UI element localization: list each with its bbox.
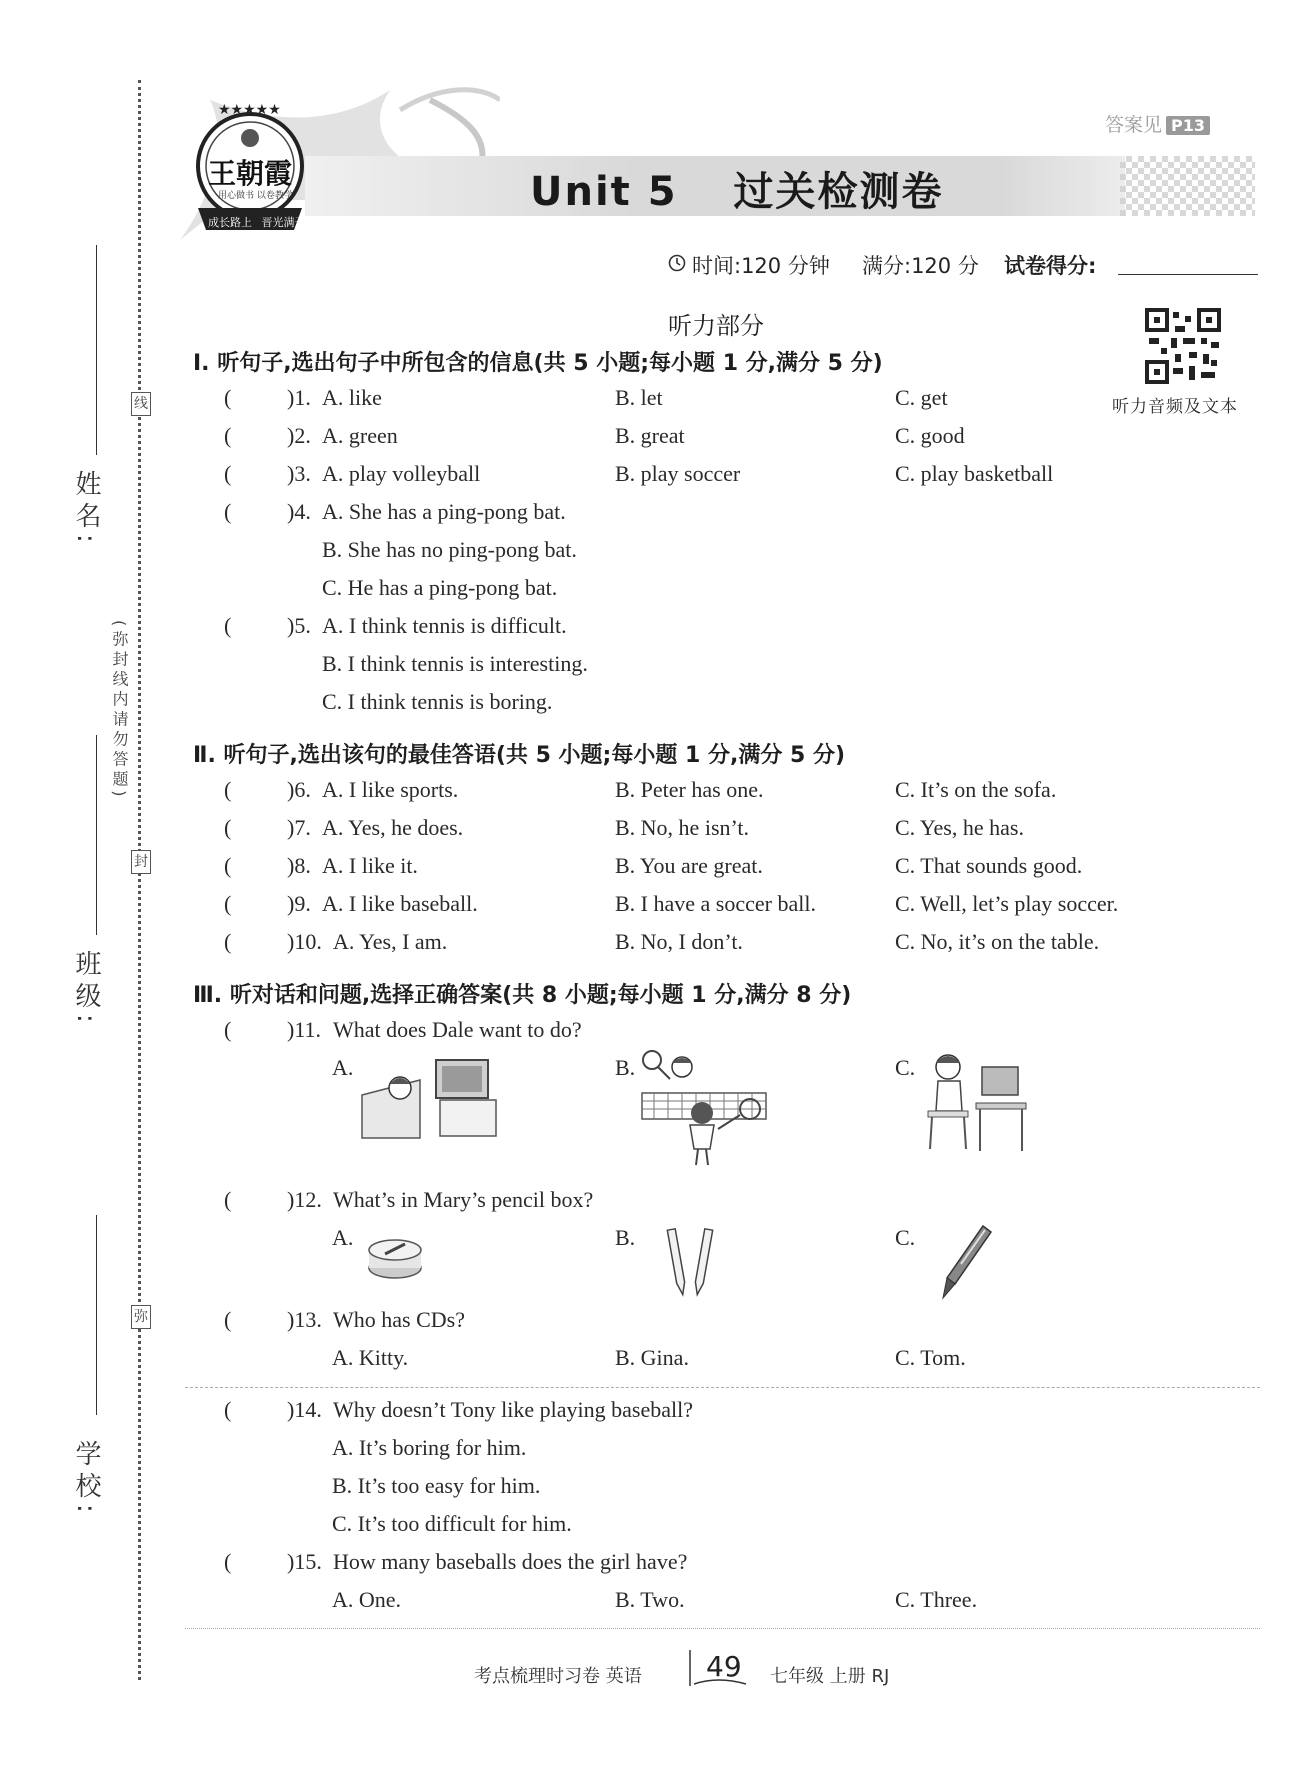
q13-option-b: B. Gina. bbox=[615, 1345, 689, 1370]
q5-option-b: B. I think tennis is interesting. bbox=[322, 651, 588, 676]
q5-option-c: C. I think tennis is boring. bbox=[322, 689, 553, 714]
q2-option-c: C. good bbox=[895, 423, 965, 448]
school-label: 学校: bbox=[71, 1440, 101, 1519]
q10-option-b: B. No, I don’t. bbox=[615, 929, 743, 954]
q3-option-a: A. play volleyball bbox=[322, 461, 481, 486]
q12-question: What’s in Mary’s pencil box? bbox=[333, 1187, 594, 1212]
question-1 bbox=[0, 385, 1314, 415]
cut-line bbox=[185, 1387, 1260, 1388]
q7-option-a: A. Yes, he does. bbox=[322, 815, 464, 840]
answer-paren[interactable]: ( bbox=[224, 385, 232, 410]
answer-reference bbox=[1105, 110, 1210, 137]
exam-full-score: 满分:120 分 bbox=[862, 254, 979, 278]
q13-option-c: C. Tom. bbox=[895, 1345, 966, 1370]
q15-option-c: C. Three. bbox=[895, 1587, 978, 1612]
q10-option-a: A. Yes, I am. bbox=[333, 929, 448, 954]
q6-option-a: A. I like sports. bbox=[322, 777, 459, 802]
question-13 bbox=[0, 1307, 1314, 1337]
logo-banner-right: 晋光满天 bbox=[261, 216, 306, 229]
section-title: 听力部分 bbox=[668, 312, 764, 340]
margin-mark-seal2: 弥 bbox=[131, 1305, 151, 1329]
q12-image-pen bbox=[935, 1222, 995, 1306]
q9-option-c: C. Well, let’s play soccer. bbox=[895, 891, 1119, 916]
q3-option-c: C. play basketball bbox=[895, 461, 1054, 486]
answer-paren[interactable]: ( bbox=[224, 891, 232, 916]
question-12 bbox=[0, 1187, 1314, 1217]
q12-number: )12. bbox=[287, 1187, 322, 1212]
q6-number: )6. bbox=[287, 777, 311, 802]
q1-number: )1. bbox=[287, 385, 311, 410]
answer-paren[interactable]: ( bbox=[224, 1307, 232, 1332]
q9-number: )9. bbox=[287, 891, 311, 916]
title-unit: Unit 5 bbox=[530, 169, 678, 215]
q12-image-pencils bbox=[655, 1225, 725, 1304]
q11-option-b: B. bbox=[615, 1055, 636, 1080]
q2-number: )2. bbox=[287, 423, 311, 448]
q4-option-b: B. She has no ping-pong bat. bbox=[322, 537, 577, 562]
q10-option-c: C. No, it’s on the table. bbox=[895, 929, 1100, 954]
q8-option-a: A. I like it. bbox=[322, 853, 418, 878]
q7-number: )7. bbox=[287, 815, 311, 840]
name-label: 姓名: bbox=[71, 470, 101, 549]
q12-option-a: A. bbox=[332, 1225, 354, 1250]
question-3 bbox=[0, 461, 1314, 491]
q9-option-a: A. I like baseball. bbox=[322, 891, 478, 916]
q15-number: )15. bbox=[287, 1549, 322, 1574]
logo-banner bbox=[208, 214, 306, 230]
question-11 bbox=[0, 1017, 1314, 1047]
q14-number: )14. bbox=[287, 1397, 322, 1422]
margin-mark-seal: 封 bbox=[131, 850, 151, 874]
q6-option-c: C. It’s on the sofa. bbox=[895, 777, 1057, 802]
q11-image-tennis bbox=[640, 1045, 770, 1174]
page-number-decoration bbox=[688, 1646, 748, 1694]
clock-icon bbox=[668, 254, 686, 272]
q14-option-c: C. It’s too difficult for him. bbox=[332, 1511, 572, 1536]
q5-number: )5. bbox=[287, 613, 311, 638]
question-10 bbox=[0, 929, 1314, 959]
exam-score-label: 试卷得分: bbox=[1004, 254, 1097, 278]
q11-option-a: A. bbox=[332, 1055, 354, 1080]
score-blank[interactable] bbox=[1118, 274, 1258, 275]
q6-option-b: B. Peter has one. bbox=[615, 777, 764, 802]
q15-option-b: B. Two. bbox=[615, 1587, 685, 1612]
title-checker-pattern bbox=[1120, 156, 1255, 216]
q11-image-computer bbox=[920, 1045, 1030, 1159]
q1-option-a: A. like bbox=[322, 385, 382, 410]
q8-option-c: C. That sounds good. bbox=[895, 853, 1083, 878]
question-6 bbox=[0, 777, 1314, 807]
q8-option-b: B. You are great. bbox=[615, 853, 763, 878]
q1-option-c: C. get bbox=[895, 385, 948, 410]
exam-time: 时间:120 分钟 bbox=[692, 254, 830, 278]
answer-paren[interactable]: ( bbox=[224, 461, 232, 486]
footer-right: 七年级 上册 RJ bbox=[770, 1666, 890, 1687]
logo-motto-2: 以卷教学 bbox=[256, 191, 293, 201]
answer-paren[interactable]: ( bbox=[224, 853, 232, 878]
question-5 bbox=[0, 613, 1314, 643]
q4-number: )4. bbox=[287, 499, 311, 524]
q15-option-a: A. One. bbox=[332, 1587, 402, 1612]
logo-motto-1: 用心做书 bbox=[218, 191, 255, 201]
q3-option-b: B. play soccer bbox=[615, 461, 741, 486]
q13-question: Who has CDs? bbox=[333, 1307, 465, 1332]
qr-label: 听力音频及文本 bbox=[1112, 397, 1238, 417]
class-label: 班级: bbox=[71, 950, 101, 1029]
q8-number: )8. bbox=[287, 853, 311, 878]
q11-number: )11. bbox=[287, 1017, 322, 1042]
question-4 bbox=[0, 499, 1314, 529]
answer-paren[interactable]: ( bbox=[224, 1017, 232, 1042]
answer-paren[interactable]: ( bbox=[224, 1187, 232, 1212]
q13-number: )13. bbox=[287, 1307, 322, 1332]
part3-title: Ⅲ. 听对话和问题,选择正确答案(共 8 小题;每小题 1 分,满分 8 分) bbox=[193, 983, 852, 1008]
q14-question: Why doesn’t Tony like playing baseball? bbox=[333, 1397, 693, 1422]
answer-paren[interactable]: ( bbox=[224, 1397, 232, 1422]
q13-option-a: A. Kitty. bbox=[332, 1345, 409, 1370]
logo-motto bbox=[218, 188, 293, 201]
question-7 bbox=[0, 815, 1314, 845]
q12-image-sharpener bbox=[365, 1232, 425, 1286]
q14-option-b: B. It’s too easy for him. bbox=[332, 1473, 541, 1498]
q11-image-watch-tv bbox=[360, 1050, 500, 1144]
svg-text:★★★★★: ★★★★★ bbox=[218, 102, 281, 118]
answer-ref-label: 答案见 bbox=[1105, 114, 1163, 136]
title-name: 过关检测卷 bbox=[733, 169, 944, 215]
q11-question: What does Dale want to do? bbox=[333, 1017, 582, 1042]
answer-paren[interactable]: ( bbox=[224, 1549, 232, 1574]
question-14 bbox=[0, 1397, 1314, 1427]
q10-number: )10. bbox=[287, 929, 322, 954]
answer-paren[interactable]: ( bbox=[224, 499, 232, 524]
part2-title: Ⅱ. 听句子,选出该句的最佳答语(共 5 小题;每小题 1 分,满分 5 分) bbox=[193, 743, 846, 768]
question-2 bbox=[0, 423, 1314, 453]
q14-option-a: A. It’s boring for him. bbox=[332, 1435, 527, 1460]
qr-code-icon[interactable] bbox=[1145, 308, 1221, 384]
q5-option-a: A. I think tennis is difficult. bbox=[322, 613, 567, 638]
q15-question: How many baseballs does the girl have? bbox=[333, 1549, 688, 1574]
answer-paren[interactable]: ( bbox=[224, 613, 232, 638]
q4-option-a: A. She has a ping-pong bat. bbox=[322, 499, 566, 524]
question-8 bbox=[0, 853, 1314, 883]
answer-paren[interactable]: ( bbox=[224, 777, 232, 802]
q9-option-b: B. I have a soccer ball. bbox=[615, 891, 816, 916]
q12-option-c: C. bbox=[895, 1225, 916, 1250]
q2-option-a: A. green bbox=[322, 423, 398, 448]
page-number: 49 bbox=[706, 1650, 742, 1683]
q12-option-b: B. bbox=[615, 1225, 636, 1250]
part1-title: Ⅰ. 听句子,选出句子中所包含的信息(共 5 小题;每小题 1 分,满分 5 分) bbox=[193, 351, 883, 376]
q7-option-b: B. No, he isn’t. bbox=[615, 815, 750, 840]
question-9 bbox=[0, 891, 1314, 921]
page-title bbox=[530, 160, 943, 217]
q7-option-c: C. Yes, he has. bbox=[895, 815, 1024, 840]
answer-paren[interactable]: ( bbox=[224, 423, 232, 448]
logo-banner-left: 成长路上 bbox=[208, 216, 252, 229]
q2-option-b: B. great bbox=[615, 423, 685, 448]
seal-note: (弥封线内请勿答题) bbox=[110, 620, 129, 801]
question-15 bbox=[0, 1549, 1314, 1579]
q11-option-c: C. bbox=[895, 1055, 916, 1080]
answer-paren[interactable]: ( bbox=[224, 929, 232, 954]
margin-mark-line: 线 bbox=[131, 392, 151, 416]
q3-number: )3. bbox=[287, 461, 311, 486]
bottom-line bbox=[185, 1628, 1260, 1629]
q1-option-b: B. let bbox=[615, 385, 663, 410]
answer-ref-page: P13 bbox=[1166, 116, 1210, 135]
logo-name: 王朝霞 bbox=[208, 157, 293, 190]
answer-paren[interactable]: ( bbox=[224, 815, 232, 840]
q4-option-c: C. He has a ping-pong bat. bbox=[322, 575, 558, 600]
footer-left: 考点梳理时习卷 英语 bbox=[474, 1666, 642, 1687]
